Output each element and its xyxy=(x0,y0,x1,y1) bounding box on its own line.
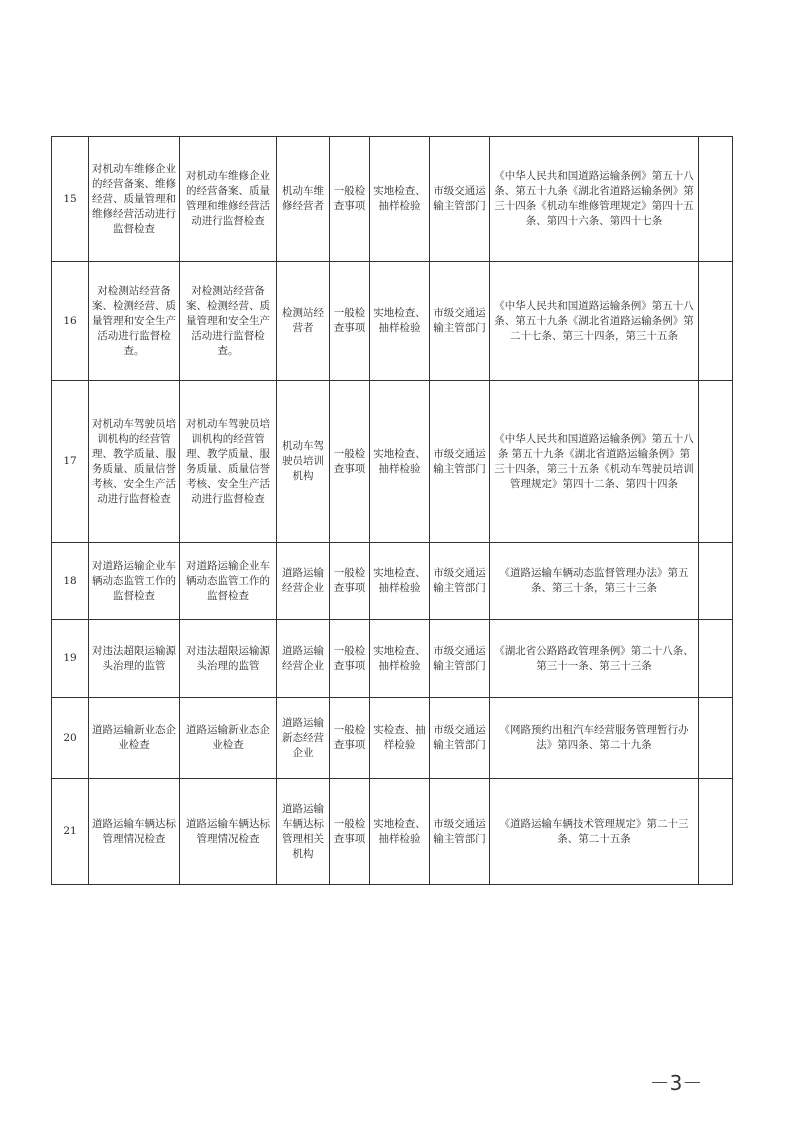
row-number: 15 xyxy=(52,137,89,262)
item-category: 一般检查事项 xyxy=(330,137,370,262)
inspection-object: 道路运输经营企业 xyxy=(277,620,330,698)
inspection-subject: 市级交通运输主管部门 xyxy=(430,698,490,779)
inspection-content: 道路运输车辆达标管理情况检查 xyxy=(180,779,277,885)
inspection-content: 对检测站经营备案、检测经营、质量管理和安全生产活动进行监督检查。 xyxy=(180,262,277,381)
remark-cell xyxy=(699,262,733,381)
table-row xyxy=(52,381,733,543)
inspection-object: 检测站经营者 xyxy=(277,262,330,381)
inspection-object: 道路运输新态经营企业 xyxy=(277,698,330,779)
remark-cell xyxy=(699,779,733,885)
inspection-content: 对违法超限运输源头治理的监管 xyxy=(180,620,277,698)
table-row xyxy=(52,698,733,779)
inspection-object: 道路运输车辆达标管理相关机构 xyxy=(277,779,330,885)
inspection-subject: 市级交通运输主管部门 xyxy=(430,779,490,885)
remark-cell xyxy=(699,543,733,620)
remark-cell xyxy=(699,620,733,698)
inspection-content: 道路运输新业态企业检查 xyxy=(180,698,277,779)
item-category: 一般检查事项 xyxy=(330,262,370,381)
table-row xyxy=(52,137,733,262)
inspection-subject: 市级交通运输主管部门 xyxy=(430,262,490,381)
item-category: 一般检查事项 xyxy=(330,381,370,543)
inspection-items-table xyxy=(51,136,733,885)
row-number: 17 xyxy=(52,381,89,543)
item-category: 一般检查事项 xyxy=(330,543,370,620)
table-row xyxy=(52,543,733,620)
row-number: 16 xyxy=(52,262,89,381)
inspection-content: 对机动车驾驶员培训机构的经营管理、教学质量、服务质量、质量信誉考核、安全生产活动进行监督检查 xyxy=(180,381,277,543)
inspection-subject: 市级交通运输主管部门 xyxy=(430,543,490,620)
inspection-method: 实地检查、抽样检验 xyxy=(370,543,430,620)
page-number: －3－ xyxy=(649,1071,703,1095)
legal-basis: 《中华人民共和国道路运输条例》第五十八条、第五十九条《湖北省道路运输条例》第二十七条、第三十四条，第三十五条 xyxy=(490,262,699,381)
inspection-method: 实地检查、抽样检验 xyxy=(370,779,430,885)
inspection-object: 机动车驾驶员培训机构 xyxy=(277,381,330,543)
inspection-method: 实地检查、抽样检验 xyxy=(370,262,430,381)
inspection-method: 实地检查、抽样检验 xyxy=(370,137,430,262)
item-name: 对道路运输企业车辆动态监管工作的监督检查 xyxy=(89,543,180,620)
item-name: 道路运输新业态企业检查 xyxy=(89,698,180,779)
item-category: 一般检查事项 xyxy=(330,698,370,779)
item-name: 对机动车驾驶员培训机构的经营管理、教学质量、服务质量、质量信誉考核、安全生产活动进行监督检查 xyxy=(89,381,180,543)
item-name: 对检测站经营备案、检测经营、质量管理和安全生产活动进行监督检查。 xyxy=(89,262,180,381)
inspection-method: 实地检查、抽样检验 xyxy=(370,381,430,543)
inspection-method: 实检查、抽样检验 xyxy=(370,698,430,779)
item-name: 道路运输车辆达标管理情况检查 xyxy=(89,779,180,885)
inspection-method: 实地检查、抽样检验 xyxy=(370,620,430,698)
inspection-subject: 市级交通运输主管部门 xyxy=(430,137,490,262)
legal-basis: 《湖北省公路路政管理条例》第二十八条、第三十一条、第三十三条 xyxy=(490,620,699,698)
row-number: 20 xyxy=(52,698,89,779)
row-number: 18 xyxy=(52,543,89,620)
legal-basis: 《网路预约出租汽车经营服务管理暂行办法》第四条、第二十九条 xyxy=(490,698,699,779)
table-row xyxy=(52,620,733,698)
item-category: 一般检查事项 xyxy=(330,779,370,885)
inspection-subject: 市级交通运输主管部门 xyxy=(430,381,490,543)
remark-cell xyxy=(699,137,733,262)
remark-cell xyxy=(699,698,733,779)
legal-basis: 《中华人民共和国道路运输条例》第五十八条、第五十九条《湖北省道路运输条例》第三十四条《机动车维修管理规定》第四十五条、第四十六条、第四十七条 xyxy=(490,137,699,262)
item-name: 对违法超限运输源头治理的监管 xyxy=(89,620,180,698)
inspection-content: 对道路运输企业车辆动态监管工作的监督检查 xyxy=(180,543,277,620)
row-number: 19 xyxy=(52,620,89,698)
item-name: 对机动车维修企业的经营备案、维修经营、质量管理和维修经营活动进行监督检查 xyxy=(89,137,180,262)
row-number: 21 xyxy=(52,779,89,885)
item-category: 一般检查事项 xyxy=(330,620,370,698)
legal-basis: 《道路运输车辆技术管理规定》第二十三条、第二十五条 xyxy=(490,779,699,885)
inspection-object: 机动车维修经营者 xyxy=(277,137,330,262)
table-row xyxy=(52,262,733,381)
legal-basis: 《道路运输车辆动态监督管理办法》第五条、第三十条，第三十三条 xyxy=(490,543,699,620)
inspection-object: 道路运输经营企业 xyxy=(277,543,330,620)
table-row xyxy=(52,779,733,885)
inspection-content: 对机动车维修企业的经营备案、质量管理和维修经营活动进行监督检查 xyxy=(180,137,277,262)
legal-basis: 《中华人民共和国道路运输条例》第五十八条 第五十九条《湖北省道路运输条例》第三十四条，第三十五条《机动车驾驶员培训管理规定》第四十二条、第四十四条 xyxy=(490,381,699,543)
remark-cell xyxy=(699,381,733,543)
inspection-subject: 市级交通运输主管部门 xyxy=(430,620,490,698)
